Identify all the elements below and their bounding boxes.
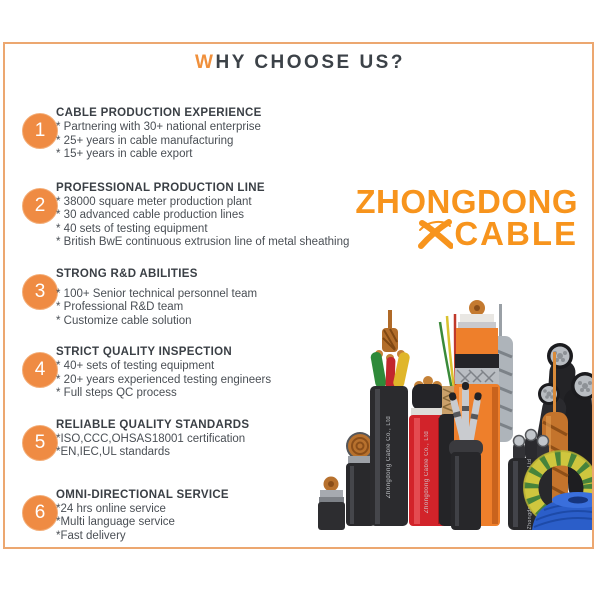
bullet-line: * Professional R&D team <box>56 301 184 313</box>
section-number-badge <box>22 495 58 531</box>
section-number: 4 <box>34 359 46 380</box>
bullet-line: * 40 sets of testing equipment <box>56 222 208 235</box>
section-bullets <box>56 433 249 460</box>
section-heading: STRICT QUALITY INSPECTION <box>56 346 232 358</box>
bullet-line: *ISO,CCC,OHSAS18001 certification <box>56 432 246 445</box>
section-number: 5 <box>34 431 46 453</box>
section-bullets <box>56 503 229 544</box>
benefit-section <box>22 181 372 250</box>
section-number-badge <box>22 188 58 224</box>
section-number-badge <box>22 113 58 149</box>
bullet-line: *24 hrs online service <box>56 502 166 515</box>
bullet-line: *Fast delivery <box>56 529 126 542</box>
section-number-badge <box>22 425 58 461</box>
gray-wire-cable <box>448 382 483 530</box>
bullet-line: * British BwE continuous extrusion line of metal sheathing <box>56 236 350 248</box>
section-bullets <box>56 360 271 401</box>
section-bullets <box>56 121 262 162</box>
section-heading: RELIABLE QUALITY STANDARDS <box>56 418 250 431</box>
section-text <box>56 418 249 460</box>
logo-cable-text: CABLE <box>454 214 578 252</box>
section-number-badge <box>22 352 58 388</box>
logo-ampersand-icon <box>417 219 453 249</box>
section-number: 1 <box>34 120 46 141</box>
section-text <box>56 267 257 329</box>
bullet-line: * 15+ years in cable export <box>56 148 193 160</box>
bullet-line: * 40+ sets of testing equipment <box>56 360 215 372</box>
bullet-line: * Partnering with 30+ national enterprise <box>56 121 261 133</box>
section-heading: STRONG R&D ABILITIES <box>56 267 198 280</box>
power-cable-colored-cores <box>370 310 411 526</box>
bullet-line: *EN,IEC,UL standards <box>56 446 170 458</box>
section-text <box>56 106 262 162</box>
bullet-line: * 20+ years experienced testing engineers <box>56 373 272 386</box>
title-rest: HY CHOOSE US? <box>215 52 405 73</box>
bullet-line: * Full steps QC process <box>56 387 177 399</box>
section-text <box>56 181 349 250</box>
section-bullets <box>56 288 257 329</box>
cable-print-label: Zhongdong Cable Co., Ltd <box>386 415 392 499</box>
logo-name: ZHONGDONG <box>355 183 578 220</box>
section-number: 2 <box>34 194 46 216</box>
logo-cable-line <box>355 214 578 252</box>
cable-print-label: Zhongdong Cable Co., Ltd <box>424 430 430 514</box>
cables-photo <box>306 294 592 530</box>
company-logo <box>355 183 578 252</box>
section-heading: CABLE PRODUCTION EXPERIENCE <box>56 107 262 119</box>
page-title <box>0 52 600 74</box>
section-bullets <box>56 196 349 250</box>
cable-print-label: Zhongdong Cable Co., Ltd <box>527 458 533 530</box>
section-heading: PROFESSIONAL PRODUCTION LINE <box>56 181 265 194</box>
section-text <box>56 345 271 401</box>
bullet-line: * 25+ years in cable manufacturing <box>56 134 234 147</box>
section-text <box>56 488 229 544</box>
benefit-section <box>22 106 372 162</box>
section-number: 6 <box>34 501 46 523</box>
title-highlight: W <box>195 52 216 73</box>
section-number-badge <box>22 274 58 310</box>
bullet-line: * 30 advanced cable production lines <box>56 209 244 221</box>
bullet-line: * 100+ Senior technical personnel team <box>56 287 258 300</box>
section-number: 3 <box>34 280 46 302</box>
bullet-line: *Multi language service <box>56 516 175 528</box>
bullet-line: * Customize cable solution <box>56 314 192 327</box>
bullet-line: * 38000 square meter production plant <box>56 195 252 208</box>
section-heading: OMNI-DIRECTIONAL SERVICE <box>56 488 229 501</box>
small-armored-cable <box>318 477 345 531</box>
